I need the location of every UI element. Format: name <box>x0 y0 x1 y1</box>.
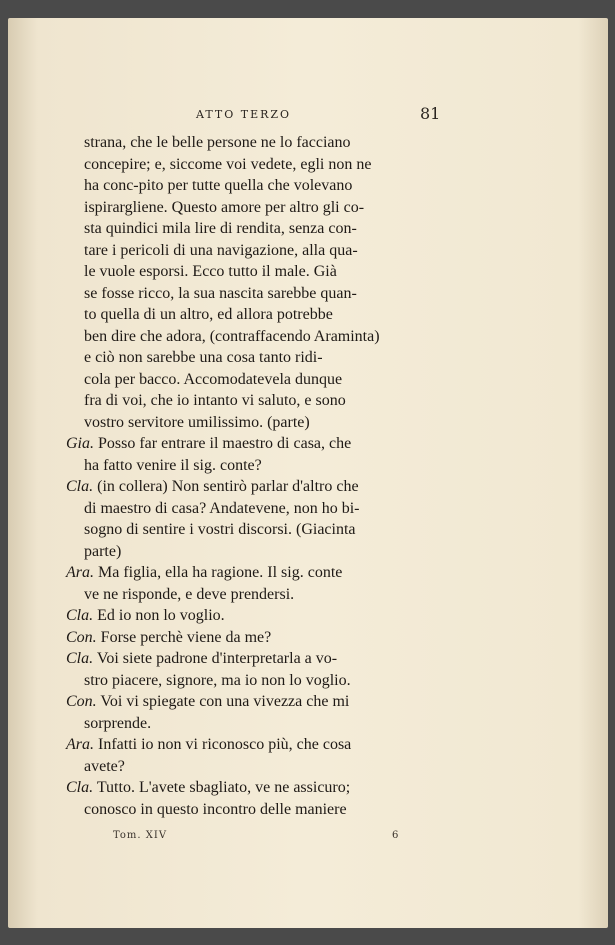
line-text: se fosse ricco, la sua nascita sarebbe quan- <box>84 284 357 302</box>
line-text: e ciò non sarebbe una cosa tanto ridi- <box>84 349 323 366</box>
line-text: ha conc-pito per tutte quella che volevano <box>84 177 353 194</box>
text-line <box>66 713 466 735</box>
text-line <box>66 476 466 498</box>
text-line <box>66 175 466 197</box>
line-text: ben dire che adora, (contraffacendo Araminta) <box>84 327 380 345</box>
line-text: fra di voi, che io intanto vi saluto, e sono <box>84 392 346 409</box>
speaker-label: Cla. <box>66 607 94 624</box>
text-line <box>66 197 466 219</box>
speaker-label: Gia. <box>66 435 94 452</box>
text-line <box>66 412 466 434</box>
text-line <box>66 132 466 154</box>
signature-mark: Tom. XIV <box>113 830 168 841</box>
text-line <box>66 154 466 176</box>
speaker-label: Ara. <box>66 564 94 581</box>
line-text: Forse perchè viene da me? <box>96 628 272 646</box>
line-text: Ed io non lo voglio. <box>93 607 225 624</box>
line-text: stro piacere, signore, ma io non lo voglio. <box>84 671 351 689</box>
text-line <box>66 734 466 756</box>
text-line <box>66 627 466 649</box>
line-text: conosco in questo incontro delle maniere <box>84 800 347 818</box>
speaker-label: Con. <box>66 628 97 646</box>
text-line <box>66 562 466 584</box>
line-text: ispirargliene. Questo amore per altro gli co- <box>84 198 365 216</box>
line-text: sta quindici mila lire di rendita, senza con- <box>84 220 357 237</box>
text-line <box>66 304 466 326</box>
text-line <box>66 584 466 606</box>
line-text: Infatti io non vi riconosco più, che cosa <box>94 736 352 753</box>
line-text: Voi siete padrone d'interpretarla a vo- <box>93 650 338 667</box>
line-text: strana, che le belle persone ne lo facciano <box>84 134 351 151</box>
text-line <box>66 455 466 477</box>
text-line <box>66 691 466 713</box>
line-text: to quella di un altro, ed allora potrebbe <box>84 306 333 323</box>
text-line <box>66 670 466 692</box>
text-line <box>66 433 466 455</box>
text-line <box>66 605 466 627</box>
line-text: sorprende. <box>84 714 152 732</box>
line-text: (in collera) Non sentirò parlar d'altro che <box>93 478 359 495</box>
line-text: Voi vi spiegate con una vivezza che mi <box>96 693 350 710</box>
speaker-label: Ara. <box>66 736 94 753</box>
speaker-label: Con. <box>66 693 97 710</box>
line-text: ha fatto venire il sig. conte? <box>84 456 262 474</box>
line-text: concepire; e, siccome voi vedete, egli non ne <box>84 155 372 173</box>
text-line <box>66 799 466 821</box>
line-text: Ma figlia, ella ha ragione. Il sig. conte <box>94 564 343 581</box>
text-line <box>66 218 466 240</box>
line-text: le vuole esporsi. Ecco tutto il male. Già <box>84 263 337 280</box>
text-line <box>66 261 466 283</box>
text-line <box>66 326 466 348</box>
text-line <box>66 756 466 778</box>
line-text: Posso far entrare il maestro di casa, che <box>94 435 352 452</box>
text-line <box>66 347 466 369</box>
page-number: 81 <box>420 104 441 123</box>
quire-mark: 6 <box>392 830 399 841</box>
book-page <box>8 18 608 928</box>
line-text: avete? <box>84 757 125 775</box>
text-line <box>66 648 466 670</box>
running-title: ATTO TERZO <box>196 108 292 121</box>
line-text: cola per bacco. Accomodatevela dunque <box>84 370 343 388</box>
line-text: tare i pericoli di una navigazione, alla qua- <box>84 241 358 259</box>
text-line <box>66 390 466 412</box>
text-line <box>66 283 466 305</box>
line-text: vostro servitore umilissimo. (parte) <box>84 413 310 431</box>
text-line <box>66 369 466 391</box>
text-line <box>66 519 466 541</box>
text-line <box>66 240 466 262</box>
page-footer <box>8 830 608 846</box>
line-text: ve ne risponde, e deve prendersi. <box>84 585 295 603</box>
page-header <box>8 106 608 126</box>
text-line <box>66 541 466 563</box>
line-text: sogno di sentire i vostri discorsi. (Giacinta <box>84 521 356 538</box>
line-text: Tutto. L'avete sbagliato, ve ne assicuro; <box>93 779 351 796</box>
speaker-label: Cla. <box>66 650 94 667</box>
text-line <box>66 777 466 799</box>
text-line <box>66 498 466 520</box>
line-text: di maestro di casa? Andatevene, non ho bi- <box>84 499 360 517</box>
line-text: parte) <box>84 542 122 560</box>
speaker-label: Cla. <box>66 779 94 796</box>
text-block <box>66 132 466 820</box>
speaker-label: Cla. <box>66 478 94 495</box>
